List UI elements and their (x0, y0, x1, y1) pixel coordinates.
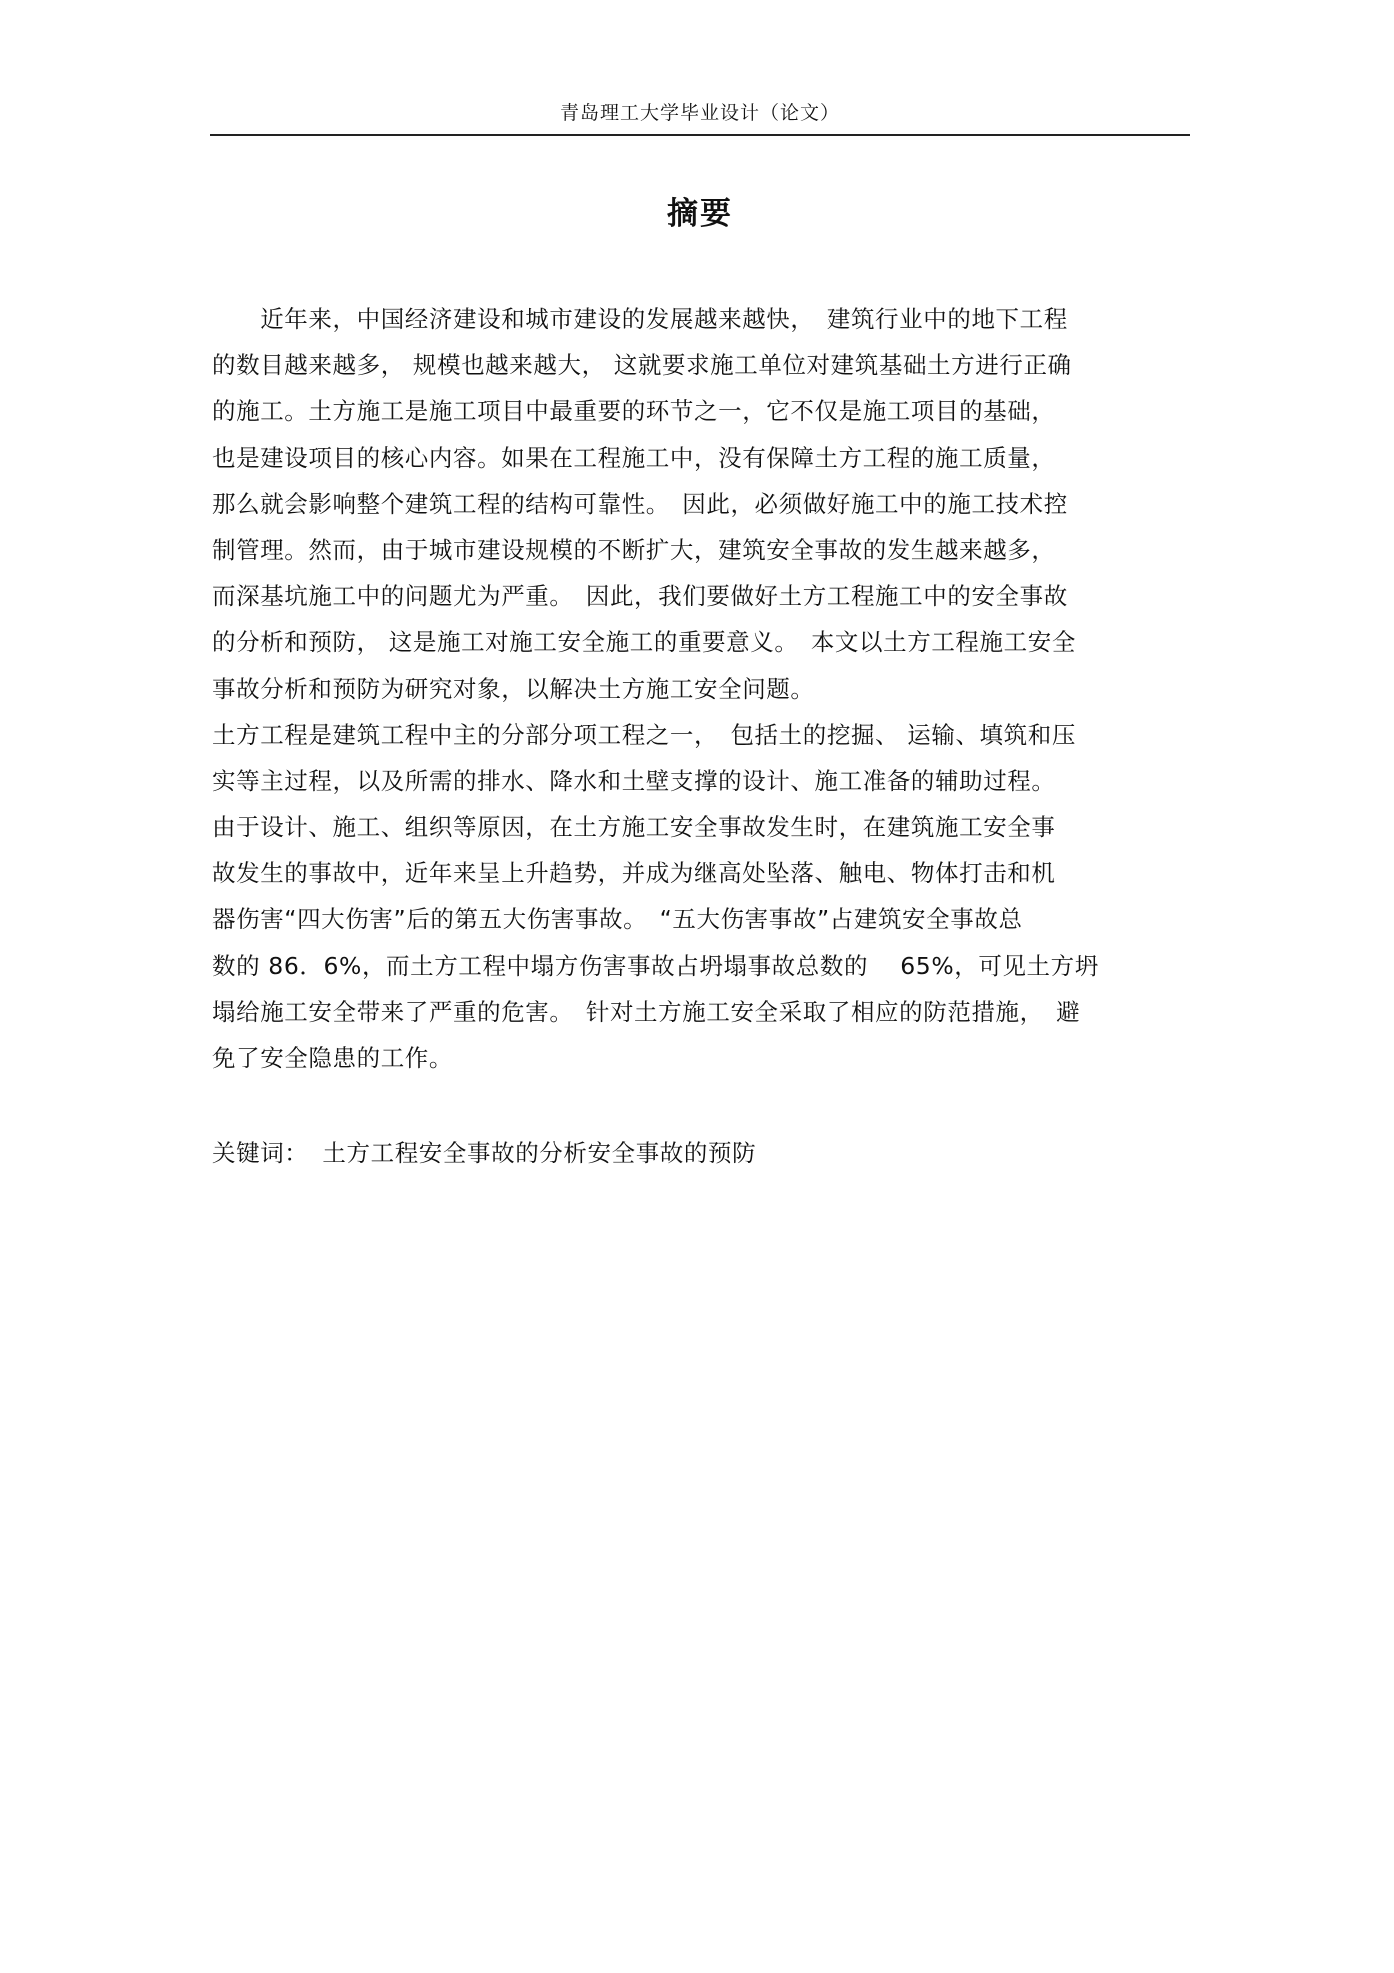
keywords-label: 关键词： (212, 1139, 309, 1167)
abstract-line: 制管理。然而，由于城市建设规模的不断扩大，建筑安全事故的发生越来越多， (212, 535, 1056, 564)
abstract-line: 的数目越来越多， 规模也越来越大， 这就要求施工单位对建筑基础土方进行正确 (212, 351, 1072, 380)
abstract-line: 事故分析和预防为研究对象，以解决土方施工安全问题。 (212, 674, 815, 703)
abstract-line: 的施工。土方施工是施工项目中最重要的环节之一，它不仅是施工项目的基础， (212, 397, 1056, 426)
page-title: 摘要 (667, 196, 733, 232)
abstract-line: 塌给施工安全带来了严重的危害。 针对土方施工安全采取了相应的防范措施， 避 (212, 997, 1081, 1026)
abstract-line: 土方工程是建筑工程中主的分部分项工程之一， 包括土的挖掘、 运输、填筑和压 (212, 720, 1076, 749)
abstract-body (212, 296, 1202, 1081)
abstract-line: 实等主过程，以及所需的排水、降水和土壁支撑的设计、施工准备的辅助过程。 (212, 766, 1056, 795)
abstract-line: 而深基坑施工中的问题尤为严重。 因此，我们要做好土方工程施工中的安全事故 (212, 582, 1068, 611)
abstract-line: 的分析和预防， 这是施工对施工安全施工的重要意义。 本文以土方工程施工安全 (212, 628, 1076, 657)
abstract-line: 那么就会影响整个建筑工程的结构可靠性。 因此，必须做好施工中的施工技术控 (212, 489, 1068, 518)
abstract-line: 由于设计、施工、组织等原因，在土方施工安全事故发生时，在建筑施工安全事 (212, 813, 1056, 842)
keywords-row (212, 1134, 756, 1168)
running-header: 青岛理工大学毕业设计（论文） (559, 102, 840, 124)
keywords-value: 土方工程安全事故的分析安全事故的预防 (322, 1139, 757, 1167)
abstract-line: 也是建设项目的核心内容。如果在工程施工中，没有保障土方工程的施工质量， (212, 443, 1056, 472)
abstract-line: 故发生的事故中，近年来呈上升趋势，并成为继高处坠落、触电、物体打击和机 (212, 859, 1056, 888)
abstract-line: 近年来，中国经济建设和城市建设的发展越来越快， 建筑行业中的地下工程 (212, 305, 1068, 333)
abstract-line: 器伤害“四大伤害”后的第五大伤害事故。 “五大伤害事故”占建筑安全事故总 (212, 905, 1023, 934)
abstract-line: 免了安全隐患的工作。 (212, 1044, 453, 1072)
abstract-line: 数的 86．6%，而土方工程中塌方伤害事故占坍塌事故总数的 65%，可见土方坍 (212, 951, 1099, 980)
header-divider (210, 134, 1190, 136)
